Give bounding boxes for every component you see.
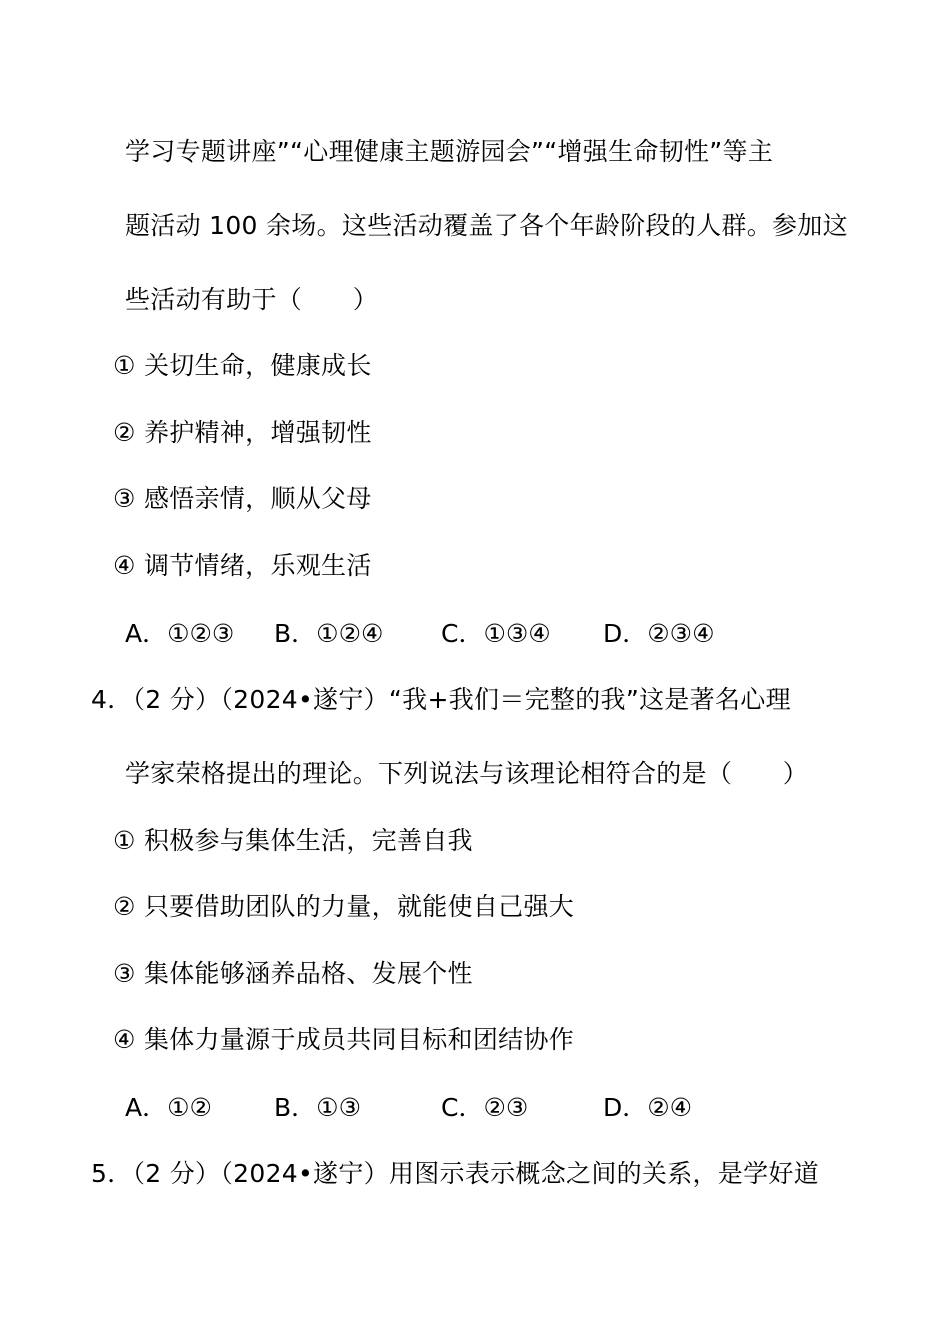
q4-item-2: ② 只要借助团队的力量，就能使自己强大 [113,892,575,921]
q3-option-d: D．②③④ [603,619,715,648]
q4-item-1: ① 积极参与集体生活，完善自我 [113,826,473,855]
q4-item-4: ④ 集体力量源于成员共同目标和团结协作 [113,1025,575,1054]
q3-option-c: C．①③④ [441,619,551,648]
q4-option-c: C．②③ [441,1093,529,1122]
q5-stem-line-1: 5．（2 分）（2024•遂宁）用图示表示概念之间的关系，是学好道 [91,1159,820,1188]
q4-stem-line-2: 学家荣格提出的理论。下列说法与该理论相符合的是（ ） [125,759,809,788]
q3-option-a: A．①②③ [125,619,235,648]
q3-item-1: ① 关切生命，健康成长 [113,351,372,380]
q3-stem-line-1: 学习专题讲座”“心理健康主题游园会”“增强生命韧性”等主 [125,137,774,166]
q4-option-b: B．①③ [274,1093,361,1122]
q3-item-2: ② 养护精神，增强韧性 [113,418,372,447]
q3-option-b: B．①②④ [274,619,384,648]
q3-item-3: ③ 感悟亲情，顺从父母 [113,484,372,513]
q4-stem-line-1: 4．（2 分）（2024•遂宁）“我+我们＝完整的我”这是著名心理 [91,685,791,714]
q3-stem-line-2: 题活动 100 余场。这些活动覆盖了各个年龄阶段的人群。参加这 [125,211,848,240]
q4-option-d: D．②④ [603,1093,693,1122]
q3-item-4: ④ 调节情绪，乐观生活 [113,551,372,580]
q3-stem-line-3: 些活动有助于（ ） [125,285,379,314]
q4-item-3: ③ 集体能够涵养品格、发展个性 [113,959,473,988]
q4-option-a: A．①② [125,1093,212,1122]
